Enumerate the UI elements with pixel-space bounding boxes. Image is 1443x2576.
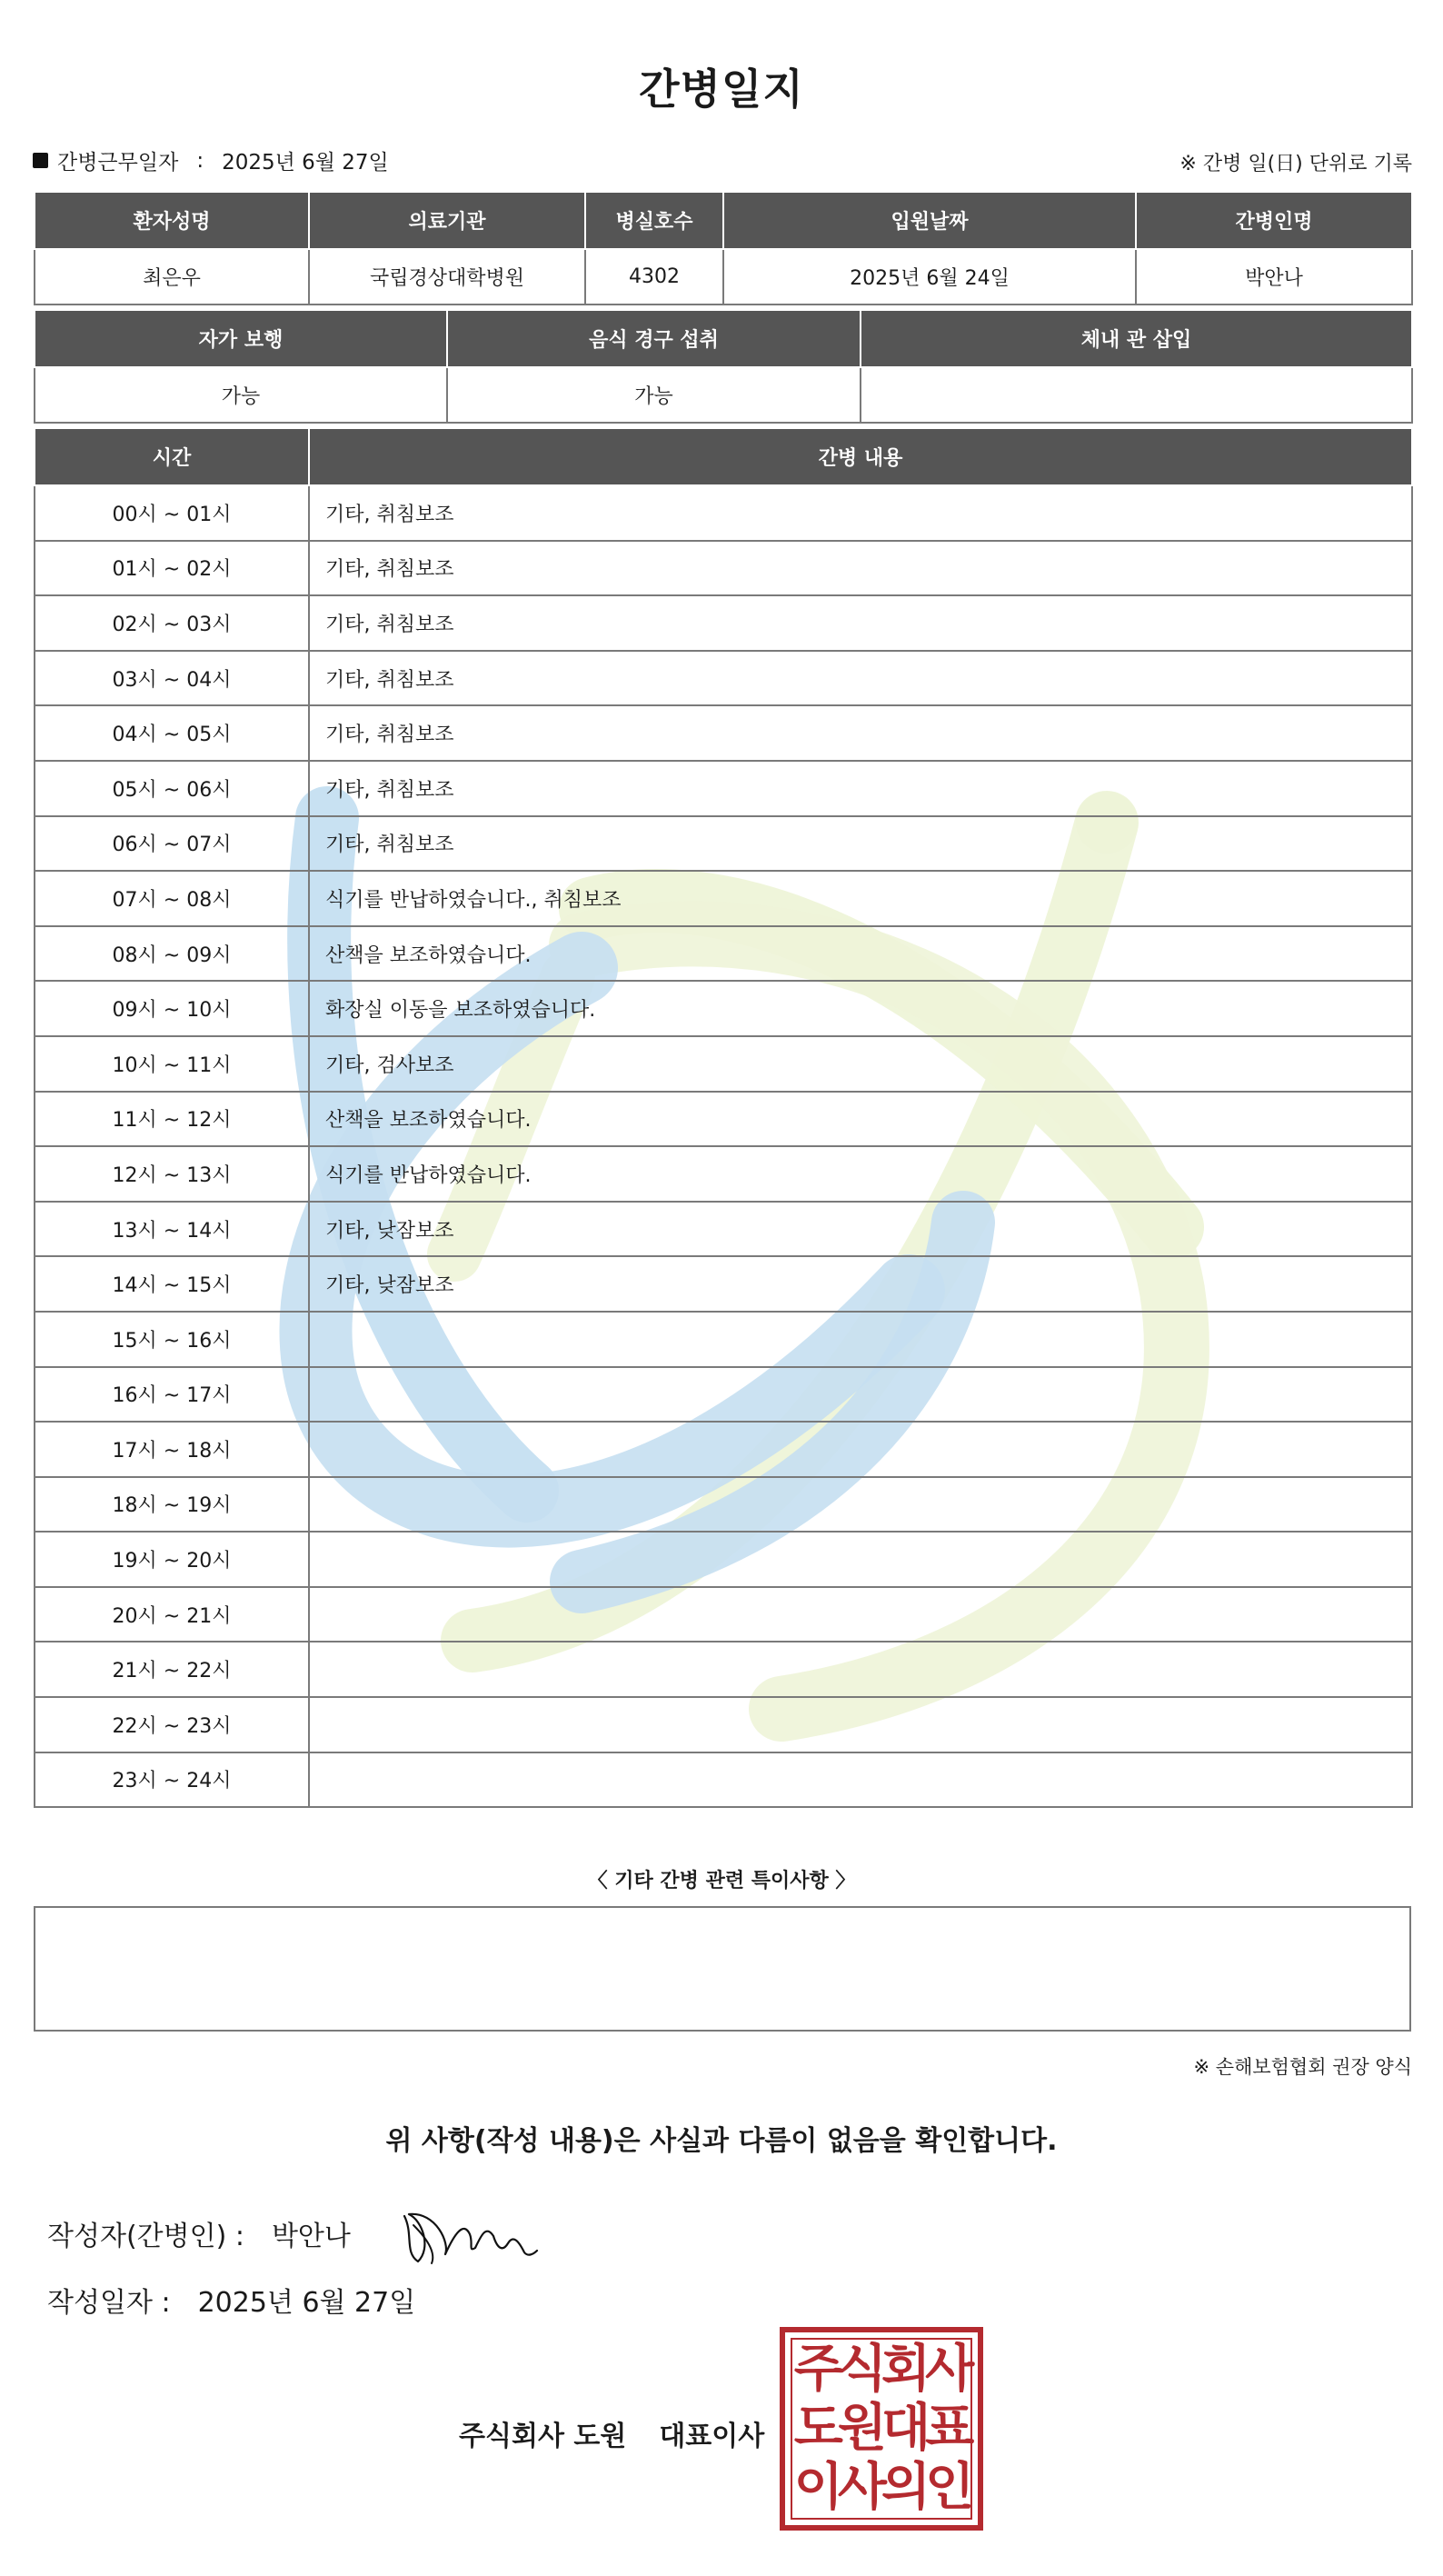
log-time-cell: 12시 ~ 13시 (35, 1146, 309, 1202)
writer-label: 작성자(간병인) : (47, 2221, 244, 2252)
room-number: 4302 (585, 249, 723, 305)
log-row (35, 1477, 1412, 1533)
admission-date: 2025년 6월 24일 (723, 249, 1136, 305)
log-row (35, 1697, 1412, 1752)
log-content-cell (309, 1642, 1412, 1697)
log-content-cell: 기타, 검사보조 (309, 1036, 1412, 1092)
log-content-cell (309, 1532, 1412, 1587)
header-patient-name: 환자성명 (35, 192, 309, 249)
log-header-row (35, 428, 1412, 485)
writer-line (47, 2213, 351, 2253)
tube-insertion-value (861, 367, 1412, 423)
log-time-cell: 08시 ~ 09시 (35, 926, 309, 982)
seal-line-2: 도원대표 (793, 2398, 970, 2458)
log-time-cell: 23시 ~ 24시 (35, 1752, 309, 1808)
patient-info-header-row (35, 192, 1412, 249)
log-row (35, 595, 1412, 651)
log-row (35, 1146, 1412, 1202)
log-content-cell: 기타, 낮잠보조 (309, 1256, 1412, 1312)
log-content-cell: 기타, 취침보조 (309, 595, 1412, 651)
self-walking-value: 가능 (35, 367, 447, 423)
log-row (35, 1202, 1412, 1257)
write-date-line (47, 2280, 415, 2320)
log-content-cell (309, 1477, 1412, 1533)
log-time-cell: 03시 ~ 04시 (35, 651, 309, 706)
log-time-cell: 00시 ~ 01시 (35, 485, 309, 541)
log-time-cell: 22시 ~ 23시 (35, 1697, 309, 1752)
patient-name: 최은우 (35, 249, 309, 305)
header-hospital: 의료기관 (309, 192, 585, 249)
log-time-cell: 10시 ~ 11시 (35, 1036, 309, 1092)
page-title: 간병일지 (639, 65, 804, 114)
log-row (35, 1642, 1412, 1697)
log-content-cell: 기타, 취침보조 (309, 541, 1412, 596)
log-time-cell: 04시 ~ 05시 (35, 705, 309, 761)
work-date-separator: : (196, 148, 204, 173)
log-content-cell (309, 1422, 1412, 1477)
log-content-cell: 기타, 취침보조 (309, 705, 1412, 761)
log-row (35, 1367, 1412, 1423)
header-care-content: 간병 내용 (309, 428, 1412, 485)
log-row (35, 1752, 1412, 1808)
special-notes-title: 〈 기타 간병 관련 특이사항 〉 (587, 1870, 856, 1892)
log-time-cell: 15시 ~ 16시 (35, 1312, 309, 1367)
log-content-cell: 식기를 반납하였습니다., 취침보조 (309, 871, 1412, 926)
company-rep-title: 대표이사 (659, 2421, 765, 2452)
log-row (35, 1036, 1412, 1092)
log-time-cell: 14시 ~ 15시 (35, 1256, 309, 1312)
log-content-cell: 식기를 반납하였습니다. (309, 1146, 1412, 1202)
log-time-cell: 01시 ~ 02시 (35, 541, 309, 596)
log-time-cell: 13시 ~ 14시 (35, 1202, 309, 1257)
log-row (35, 1312, 1412, 1367)
header-room-number: 병실호수 (585, 192, 723, 249)
log-content-cell (309, 1587, 1412, 1642)
log-row (35, 1587, 1412, 1642)
handwritten-signature (395, 2198, 541, 2271)
work-date-value: 2025년 6월 27일 (222, 151, 389, 175)
log-time-cell: 07시 ~ 08시 (35, 871, 309, 926)
log-row (35, 926, 1412, 982)
seal-line-1: 주식회사 (793, 2339, 970, 2399)
log-row (35, 651, 1412, 706)
log-row (35, 761, 1412, 816)
log-row (35, 871, 1412, 926)
company-name: 주식회사 도원 (459, 2421, 627, 2452)
caregiver-name: 박안나 (1136, 249, 1412, 305)
log-time-cell: 20시 ~ 21시 (35, 1587, 309, 1642)
log-content-cell (309, 1312, 1412, 1367)
log-content-cell (309, 1697, 1412, 1752)
log-row (35, 485, 1412, 541)
log-time-cell: 17시 ~ 18시 (35, 1422, 309, 1477)
log-time-cell: 09시 ~ 10시 (35, 981, 309, 1036)
writer-name: 박안나 (271, 2221, 351, 2252)
log-time-cell: 02시 ~ 03시 (35, 595, 309, 651)
header-admission-date: 입원날짜 (723, 192, 1136, 249)
seal-line-3: 이사의인 (793, 2458, 970, 2518)
recommend-note: ※ 손해보험협회 권장 양식 (1193, 2056, 1412, 2078)
log-row (35, 1256, 1412, 1312)
log-content-cell: 기타, 취침보조 (309, 651, 1412, 706)
patient-info-table (34, 191, 1413, 305)
log-row (35, 1092, 1412, 1147)
log-content-cell: 화장실 이동을 보조하였습니다. (309, 981, 1412, 1036)
log-content-cell: 기타, 취침보조 (309, 761, 1412, 816)
log-time-cell: 18시 ~ 19시 (35, 1477, 309, 1533)
unit-note: ※ 간병 일(日) 단위로 기록 (1179, 153, 1412, 175)
log-time-cell: 21시 ~ 22시 (35, 1642, 309, 1697)
company-signature-line (459, 2413, 764, 2453)
log-content-cell (309, 1367, 1412, 1423)
log-row (35, 705, 1412, 761)
log-content-cell (309, 1752, 1412, 1808)
log-content-cell: 기타, 낮잠보조 (309, 1202, 1412, 1257)
log-row (35, 541, 1412, 596)
hourly-care-log-table (34, 427, 1413, 1808)
log-content-cell: 기타, 취침보조 (309, 485, 1412, 541)
special-notes-box (34, 1906, 1411, 2032)
work-date-line (33, 145, 389, 175)
log-content-cell: 산책을 보조하였습니다. (309, 1092, 1412, 1147)
log-row (35, 1422, 1412, 1477)
hospital-name: 국립경상대학병원 (309, 249, 585, 305)
status-header-row (35, 310, 1412, 367)
square-bullet-icon (33, 153, 48, 168)
log-time-cell: 06시 ~ 07시 (35, 816, 309, 872)
log-time-cell: 05시 ~ 06시 (35, 761, 309, 816)
log-row (35, 1532, 1412, 1587)
write-date-label: 작성일자 : (47, 2287, 171, 2319)
company-seal-stamp (780, 2327, 983, 2531)
log-time-cell: 16시 ~ 17시 (35, 1367, 309, 1423)
confirmation-text: 위 사항(작성 내용)은 사실과 다름이 없음을 확인합니다. (385, 2125, 1058, 2157)
header-time: 시간 (35, 428, 309, 485)
log-content-cell: 산책을 보조하였습니다. (309, 926, 1412, 982)
write-date-value: 2025년 6월 27일 (197, 2287, 416, 2319)
work-date-label: 간병근무일자 (57, 151, 179, 175)
log-row (35, 981, 1412, 1036)
oral-intake-value: 가능 (447, 367, 861, 423)
patient-status-table (34, 309, 1413, 424)
log-time-cell: 19시 ~ 20시 (35, 1532, 309, 1587)
status-value-row (35, 367, 1412, 423)
log-time-cell: 11시 ~ 12시 (35, 1092, 309, 1147)
log-row (35, 816, 1412, 872)
log-content-cell: 기타, 취침보조 (309, 816, 1412, 872)
patient-info-value-row (35, 249, 1412, 305)
header-self-walking: 자가 보행 (35, 310, 447, 367)
header-caregiver-name: 간병인명 (1136, 192, 1412, 249)
header-tube-insertion: 체내 관 삽입 (861, 310, 1412, 367)
header-oral-intake: 음식 경구 섭취 (447, 310, 861, 367)
